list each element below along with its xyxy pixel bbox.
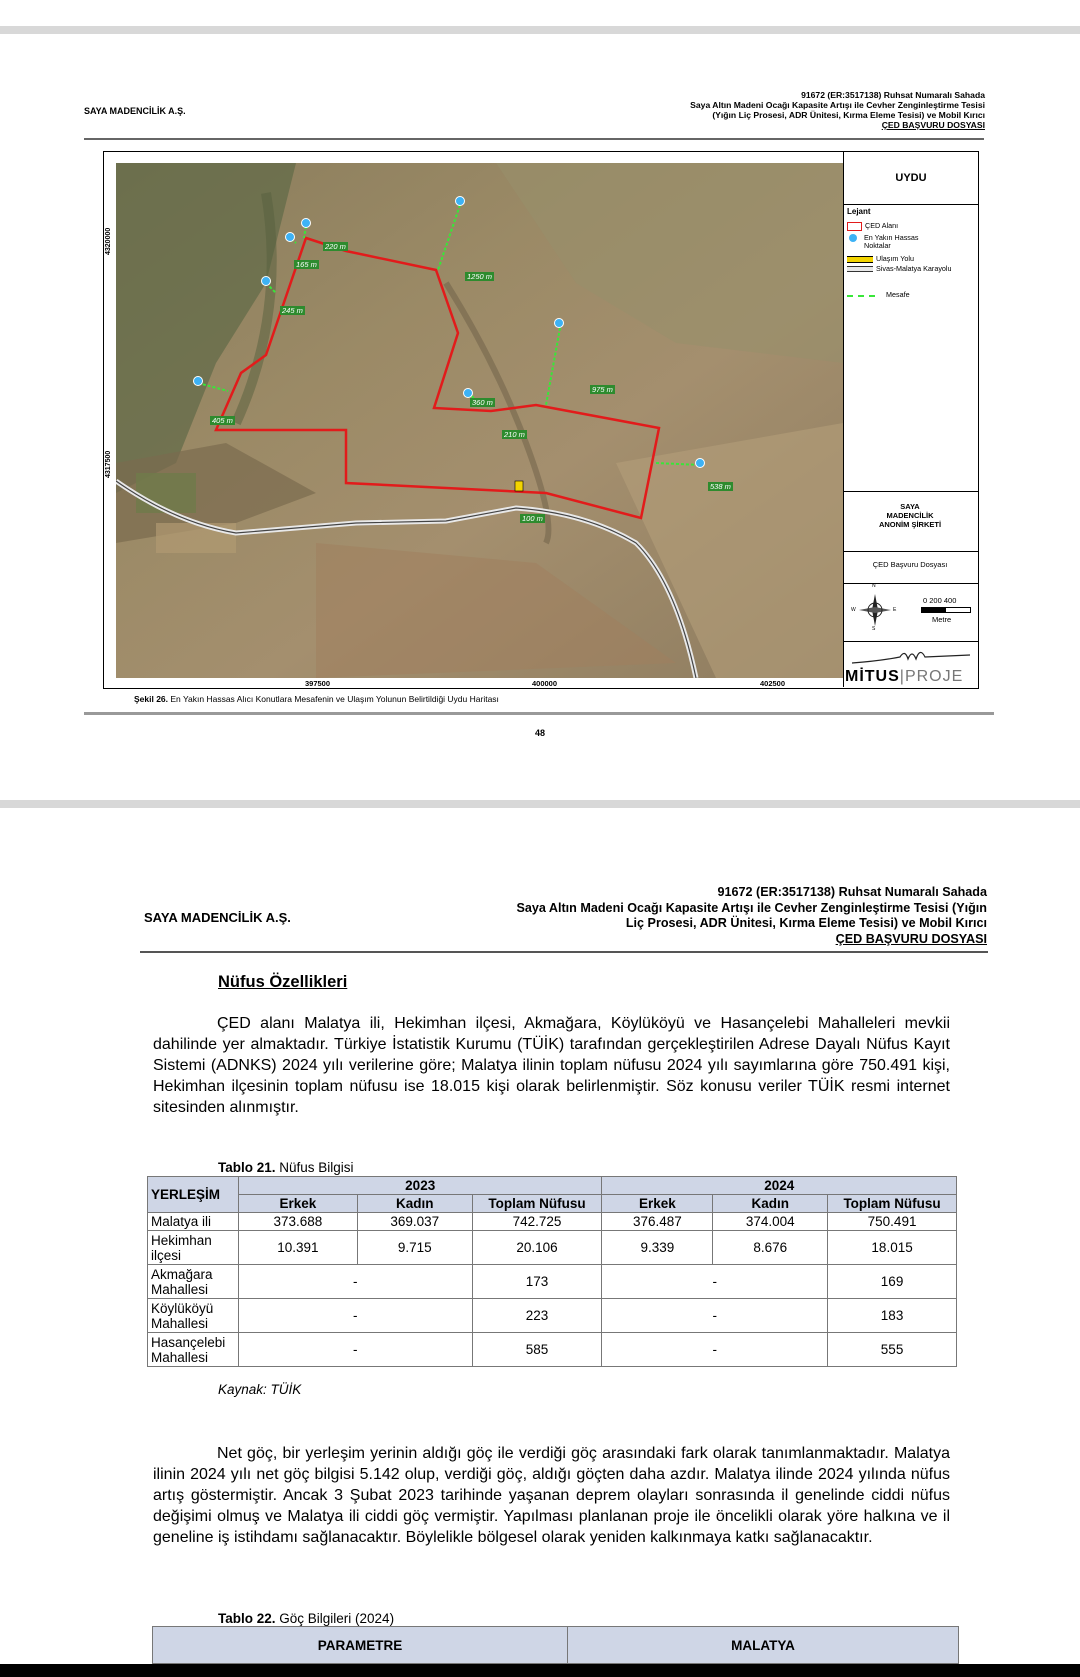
cell: 374.004 (713, 1213, 828, 1231)
row-label: Akmağara Mahallesi (148, 1265, 239, 1299)
legend-item-access-road (847, 255, 914, 263)
column-header: MALATYA (567, 1626, 959, 1664)
company-line: MADENCİLİK (886, 511, 934, 520)
compass-s: S (872, 626, 876, 632)
legend-label: ÇED Alanı (865, 221, 899, 230)
divider (844, 641, 978, 642)
cell: 223 (472, 1299, 602, 1333)
table-caption-text: Nüfus Bilgisi (275, 1160, 354, 1175)
scale-bar (921, 607, 971, 613)
cell: - (602, 1265, 828, 1299)
row-label: Köylüköyü Mahallesi (148, 1299, 239, 1333)
map-type-title: UYDU (895, 172, 927, 184)
distance-label: 405 m (212, 416, 233, 425)
cell: 20.106 (472, 1231, 602, 1265)
divider (844, 583, 978, 584)
row-label: Malatya ili (148, 1213, 239, 1231)
x-tick: 397500 (305, 679, 331, 688)
distance-label: 245 m (282, 306, 303, 315)
table-caption-label: Tablo 22. (218, 1611, 276, 1626)
table-caption (218, 1611, 394, 1626)
highway-icon (847, 266, 873, 272)
logo (845, 668, 963, 686)
cell: 8.676 (713, 1231, 828, 1265)
table-row (148, 1265, 957, 1299)
row-label: Hekimhan ilçesi (148, 1231, 239, 1265)
header-line: Saya Altın Madeni Ocağı Kapasite Artışı ile Cevher Zenginleştirme Tesisi (690, 100, 985, 110)
divider (844, 491, 978, 492)
viewer-top-separator (0, 26, 1080, 34)
table-caption-label: Tablo 21. (218, 1160, 276, 1175)
header-line: 91672 (ER:3517138) Ruhsat Numaralı Sahada (801, 90, 985, 100)
column-header: YERLEŞİM (148, 1177, 239, 1213)
column-header: Toplam Nüfusu (472, 1195, 602, 1213)
header-line: Saya Altın Madeni Ocağı Kapasite Artışı ile Cevher Zenginleştirme Tesisi (Yığın (516, 900, 987, 915)
legend-item-highway (847, 265, 952, 273)
column-header: 2024 (602, 1177, 957, 1195)
location-pin-icon (849, 234, 857, 242)
legend-label: En Yakın Hassas Noktalar (864, 233, 919, 250)
compass-w: W (851, 607, 856, 613)
cell: 373.688 (238, 1213, 357, 1231)
row-label: Hasançelebi Mahallesi (148, 1333, 239, 1367)
header-rule (84, 138, 984, 140)
cell: 173 (472, 1265, 602, 1299)
legend-item-ced-area (847, 222, 898, 231)
column-header: Kadın (357, 1195, 472, 1213)
cell: - (602, 1333, 828, 1367)
red-rectangle-icon (847, 222, 862, 231)
table-source: Kaynak: TÜİK (218, 1382, 302, 1397)
cell: 369.037 (357, 1213, 472, 1231)
logo-text-bold: MİTUS (845, 668, 900, 685)
page2-company-name: SAYA MADENCİLİK A.Ş. (144, 910, 291, 925)
column-header: PARAMETRE (152, 1626, 568, 1664)
figure-caption-label: Şekil 26. (134, 694, 169, 704)
header-line: ÇED BAŞVURU DOSYASI (835, 931, 987, 946)
cell: - (238, 1299, 472, 1333)
cell: 555 (828, 1333, 957, 1367)
cell: 169 (828, 1265, 957, 1299)
cell: 10.391 (238, 1231, 357, 1265)
cell: 585 (472, 1333, 602, 1367)
scale-unit: Metre (932, 615, 952, 624)
population-table (147, 1176, 957, 1367)
divider (844, 551, 978, 552)
y-tick: 4320000 (105, 227, 112, 255)
map-doc-type: ÇED Başvuru Dosyası (872, 560, 948, 569)
dashed-line-icon (847, 295, 875, 297)
table-row (148, 1213, 957, 1231)
distance-label: 1250 m (467, 272, 493, 281)
header-line: 91672 (ER:3517138) Ruhsat Numaralı Sahada (717, 885, 987, 899)
viewer-bottom-bar (0, 1664, 1080, 1677)
compass-n: N (872, 583, 876, 589)
cell: 18.015 (828, 1231, 957, 1265)
header-line: Liç Prosesi, ADR Ünitesi, Kırma Eleme Tesisi) ve Mobil Kırıcı (625, 916, 987, 930)
column-header: Kadın (713, 1195, 828, 1213)
legend-item-sensitive-points (847, 234, 934, 250)
logo-text-light: PROJE (904, 668, 964, 685)
compass-icon (855, 590, 895, 630)
y-tick: 4317500 (105, 450, 112, 478)
figure-caption (134, 694, 499, 704)
logo-separator: | (899, 668, 905, 685)
page-number: 48 (534, 728, 545, 738)
column-header: Erkek (238, 1195, 357, 1213)
header-rule (140, 951, 988, 953)
table-caption (218, 1160, 354, 1175)
legend-label: Ulaşım Yolu (876, 254, 914, 263)
scale-bar-label: 0 200 400 (923, 596, 957, 605)
distance-label: 975 m (592, 385, 613, 394)
cell: - (602, 1299, 828, 1333)
legend-label: Mesafe (886, 290, 910, 299)
distance-label: 210 m (504, 430, 525, 439)
table-row (148, 1333, 957, 1367)
compass-e: E (893, 607, 897, 613)
column-header: 2023 (238, 1177, 601, 1195)
cell: 376.487 (602, 1213, 713, 1231)
table-row (148, 1299, 957, 1333)
company-line: SAYA (900, 502, 920, 511)
column-header: Erkek (602, 1195, 713, 1213)
paragraph: ÇED alanı Malatya ili, Hekimhan ilçesi, Akmağara, Köylüköyü ve Hasançelebi Mahalleleri mevkii dahilinde yer almaktadır. Türkiye İstatistik Kurumu (TÜİK) tarafından gerçekleştirilen Adrese Dayalı Nüfus Kayıt Sistemi (ADNKS) 2024 yılı verilerine göre; Malatya ilinin toplam nüfusu 2024 yılı sayımlarına göre 750.491 kişi, Hekimhan ilçesinin toplam nüfusu ise 18.015 kişi olarak belirlenmiştir. Söz konusu veriler TÜİK resmi internet sitesinden alınmıştır. (153, 1015, 950, 1116)
table-row (148, 1231, 957, 1265)
page-separator (0, 800, 1080, 808)
legend-label: Sivas-Malatya Karayolu (876, 264, 952, 273)
legend-title: Lejant (847, 207, 871, 216)
column-header: Toplam Nüfusu (828, 1195, 957, 1213)
cell: - (238, 1333, 472, 1367)
page2-project-header (427, 885, 987, 947)
header-line: (Yığın Liç Prosesi, ADR Ünitesi, Kırma Eleme Tesisi) ve Mobil Kırıcı (712, 110, 985, 120)
distance-label: 165 m (296, 260, 317, 269)
x-tick: 400000 (532, 679, 558, 688)
cell: 183 (828, 1299, 957, 1333)
x-tick: 402500 (760, 679, 786, 688)
distance-label: 360 m (472, 398, 493, 407)
cell: 742.725 (472, 1213, 602, 1231)
legend-item-distance (847, 291, 910, 299)
paragraph: Net göç, bir yerleşim yerinin aldığı göç ile verdiği göç arasındaki fark olarak tanımlanmaktadır. Malatya ilinin 2024 yılı net göç bilgisi 5.142 olup, verdiği göç, aldığı göçten daha azdır. Malatya ilinde 2024 yılında nüfus artış göstermiştir. Ancak 3 Şubat 2023 tarihinde yaşanan deprem olayları sonrasında il genelinde ciddi nüfus değişimi olmuş ve Malatya ili ciddi göç vermiştir. Yapılması planlanan proje ile öncelikli olarak yöre halkına ve il geneline iş istihdamı sağlanacaktır. Böylelikle bölgesel olarak yeniden kalkınmaya katkı sağlanacaktır. (153, 1445, 950, 1546)
header-line: ÇED BAŞVURU DOSYASI (881, 120, 985, 130)
distance-label: 100 m (522, 514, 543, 523)
signature-mark (850, 645, 974, 667)
footer-rule (84, 712, 994, 715)
page1-company-name: SAYA MADENCİLİK A.Ş. (84, 106, 186, 116)
section-title: Nüfus Özellikleri (218, 973, 348, 991)
yellow-road-icon (847, 256, 873, 263)
cell: 9.339 (602, 1231, 713, 1265)
company-line: ANONİM ŞİRKETİ (878, 520, 942, 529)
distance-label: 538 m (710, 482, 731, 491)
cell: 9.715 (357, 1231, 472, 1265)
map-company-block (843, 502, 977, 529)
cell: 750.491 (828, 1213, 957, 1231)
table-caption-text: Göç Bilgileri (2024) (275, 1611, 395, 1626)
figure-caption-text: En Yakın Hassas Alıcı Konutlara Mesafenin ve Ulaşım Yolunun Belirtildiği Uydu Haritası (168, 694, 499, 704)
page1-project-header (525, 90, 985, 130)
cell: - (238, 1265, 472, 1299)
distance-label: 220 m (325, 242, 346, 251)
